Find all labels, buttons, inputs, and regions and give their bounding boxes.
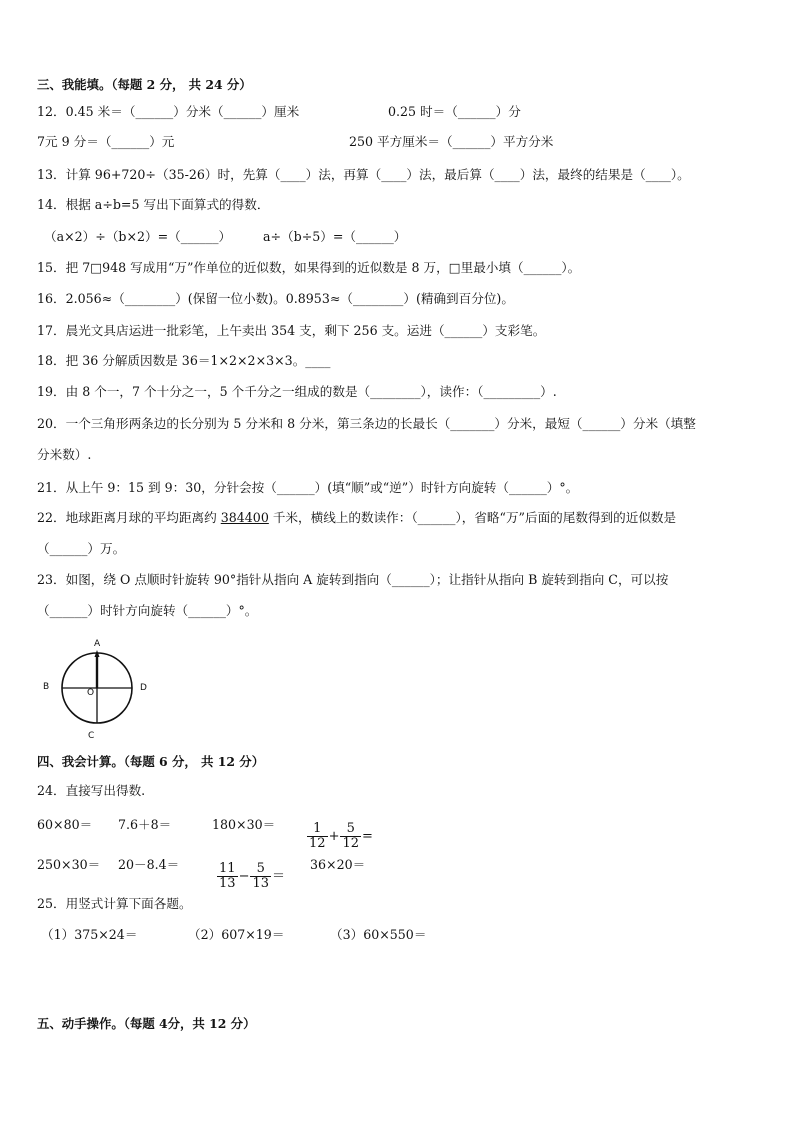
q24-fraction-2 <box>209 846 286 891</box>
q15: 15．把 7□948 写成用“万”作单位的近似数，如果得到的近似数是 8 万，□里最小填（______）。 <box>37 260 581 275</box>
denominator: 12 <box>342 836 360 851</box>
q24-e5: 250×30＝ <box>37 857 101 872</box>
q12-d: 250 平方厘米＝（______）平方分米 <box>349 134 554 149</box>
minus-sign: − <box>238 868 250 884</box>
q22-b: （______）万。 <box>37 541 126 556</box>
numerator: 11 <box>219 861 236 876</box>
label-b: B <box>43 682 50 692</box>
numerator: 5 <box>340 822 361 837</box>
q22-pre: 22．地球距离月球的平均距离约 <box>37 510 221 525</box>
q24-e1: 60×80＝ <box>37 817 93 832</box>
q17: 17．晨光文具店运进一批彩笔，上午卖出 354 支，剩下 256 支。运进（______）支彩笔。 <box>37 323 546 338</box>
q18: 18．把 36 分解质因数是 36＝1×2×2×3×3。____ <box>37 353 331 368</box>
label-c: C <box>88 731 95 741</box>
plus-sign: + <box>328 828 340 844</box>
q19: 19．由 8 个一，7 个十分之一，5 个千分之一组成的数是（________），读作：（_________）. <box>37 384 557 399</box>
q24-e8: 36×20＝ <box>310 857 366 872</box>
q16: 16．2.056≈（________）(保留一位小数)。0.8953≈（________）(精确到百分位)。 <box>37 291 514 306</box>
denominator: 13 <box>219 876 236 891</box>
label-a: A <box>94 639 101 649</box>
numerator: 5 <box>250 862 271 877</box>
q25-p1: （1）375×24＝ <box>41 927 138 942</box>
q14-a: （a×2）÷（b×2）=（______） <box>44 229 232 244</box>
fraction-11-13 <box>217 862 238 891</box>
q14-b: a÷（b÷5）=（______） <box>263 229 407 244</box>
q12-b: 0.25 时＝（______）分 <box>388 104 521 119</box>
denominator: 12 <box>309 836 326 851</box>
q25-p2: （2）607×19＝ <box>188 927 285 942</box>
q22-number: 384400 <box>220 510 269 525</box>
q22-post: 千米，横线上的数读作：（______），省略“万”后面的尾数得到的近似数是 <box>268 510 677 525</box>
fraction-1-12 <box>307 822 328 851</box>
q14-title: 14．根据 a÷b=5 写出下面算式的得数． <box>37 197 270 212</box>
clock-diagram <box>40 638 160 742</box>
section-4-title: 四、我会计算。（每题 6 分， 共 12 分） <box>37 754 265 769</box>
numerator: 1 <box>307 822 328 837</box>
q20-b: 分米数）. <box>37 447 92 462</box>
q25-title: 25．用竖式计算下面各题。 <box>37 896 192 911</box>
fraction-5-13 <box>250 862 271 891</box>
section-5-title: 五、动手操作。（每题 4分，共 12 分） <box>37 1016 256 1031</box>
q24-e3: 180×30＝ <box>212 817 276 832</box>
q24-title: 24．直接写出得数. <box>37 783 146 798</box>
label-d: D <box>140 683 147 693</box>
q12-a: 12．0.45 米＝（______）分米（______）厘米 <box>37 104 300 119</box>
q22-a <box>37 510 676 526</box>
q20-a: 20．一个三角形两条边的长分别为 5 分米和 8 分米，第三条边的长最长（_______）分米，最短（______）分米（填整 <box>37 416 696 431</box>
label-o: O <box>87 688 95 698</box>
denominator: 13 <box>252 876 270 891</box>
equals-sign: = <box>362 828 373 844</box>
q25-p3: （3）60×550＝ <box>330 927 427 942</box>
q23-a: 23．如图，绕 O 点顺时针旋转 90°指针从指向 A 旋转到指向（______）；让指针从指向 B 旋转到指向 C，可以按 <box>37 572 669 587</box>
fraction-5-12 <box>340 822 361 851</box>
q21: 21．从上午 9：15 到 9：30，分针会按（______）(填“顺”或“逆”）时针方向旋转（______）°。 <box>37 480 579 495</box>
q23-b: （______）时针方向旋转（______）°。 <box>37 603 258 618</box>
q13: 13．计算 96+720÷（35-26）时，先算（____）法，再算（____）法，最后算（____）法，最终的结果是（____）。 <box>37 167 690 182</box>
q24-fraction-1 <box>299 806 374 851</box>
equals-sign: ＝ <box>272 868 286 884</box>
q12-c: 7元 9 分＝（______）元 <box>37 134 175 149</box>
section-3-title: 三、我能填。（每题 2 分， 共 24 分） <box>37 77 252 92</box>
q24-e6: 20－8.4＝ <box>118 857 180 872</box>
q24-e2: 7.6＋8＝ <box>118 817 172 832</box>
